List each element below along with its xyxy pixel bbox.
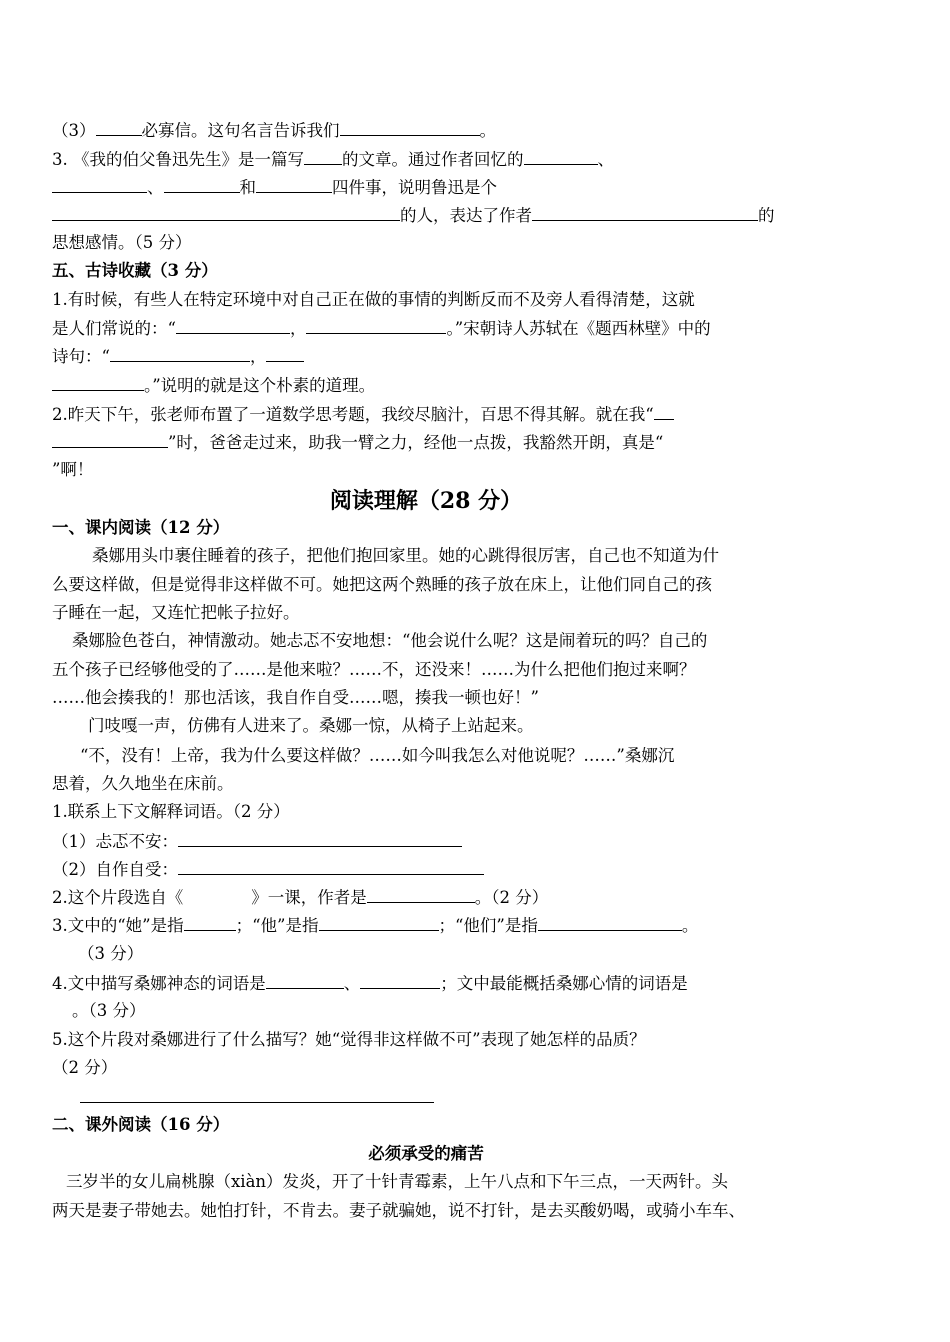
q3-prefix: （3） [52,121,96,140]
answer-blank[interactable] [178,830,462,847]
answer-blank[interactable] [178,858,484,875]
q3b-text: 、 [597,150,614,169]
passage-line: ……他会揍我的！那也活该，我自作自受……嗯，揍我一顿也好！” [52,688,539,707]
poetry-q2-line-2 [52,431,663,453]
answer-blank[interactable] [256,176,332,193]
question-1-2 [52,858,484,880]
question-text: 》一课，作者是 [251,888,367,907]
q3-proverb-line [52,119,496,141]
poetry-text: 诗句：“ [52,347,110,366]
question-3-score: （3 分） [78,944,144,963]
question-text: ；文中最能概括桑娜心情的词语是 [440,974,688,993]
passage-line: 桑娜用头巾裹住睡着的孩子，把他们抱回家里。她的心跳得很厉害，自己也不知道为什 [92,546,719,565]
answer-blank[interactable] [360,972,440,989]
poetry-q1-line-3 [52,345,304,367]
answer-blank[interactable] [340,119,480,136]
question-5-score: （2 分） [52,1058,118,1077]
poetry-text: 是人们常说的：“ [52,319,176,338]
poetry-q1-line-2 [52,317,711,339]
q3b-line-2 [52,176,497,198]
poetry-q2-line-1 [52,403,674,425]
question-text: 。 [681,916,699,935]
answer-blank[interactable] [52,204,400,221]
question-5: 5.这个片段对桑娜进行了什么描写？她“觉得非这样做不可”表现了她怎样的品质？ [52,1030,646,1049]
answer-line[interactable] [80,1102,434,1103]
poetry-q1-line-1: 1.有时候，有些人在特定环境中对自己正在做的事情的判断反而不及旁人看得清楚，这就 [52,290,695,309]
passage-line: 么要这样做，但是觉得非这样做不可。她把这两个熟睡的孩子放在床上，让他们同自己的孩 [52,575,712,594]
question-1: 1.联系上下文解释词语。（2 分） [52,802,290,821]
q3b-text: 四件事，说明鲁迅是个 [332,178,497,197]
reading-title: 阅读理解（28 分） [329,488,523,514]
answer-blank[interactable] [266,345,304,362]
poetry-text: 。”说明的就是这个朴素的道理。 [144,376,376,395]
question-text: 2.这个片段选自《 [52,888,184,907]
passage-line: “不，没有！上帝，我为什么要这样做？……如今叫我怎么对他说呢？……”桑娜沉 [80,746,675,765]
answer-blank[interactable] [52,176,147,193]
passage-line: 门吱嘎一声，仿佛有人进来了。桑娜一惊，从椅子上站起来。 [88,716,534,735]
poetry-q1-line-4 [52,374,375,396]
story-title: 必须承受的痛苦 [368,1144,484,1163]
answer-blank[interactable] [110,345,250,362]
answer-blank[interactable] [96,119,142,136]
question-text: ；“他们”是指 [438,916,538,935]
question-text: 、 [343,974,361,993]
answer-blank[interactable] [367,886,475,903]
answer-blank[interactable] [304,148,342,165]
question-text: 3.文中的“她”是指 [52,916,184,935]
question-4-score: 。（3 分） [72,1001,146,1020]
passage-line: 子睡在一起，又连忙把帐子拉好。 [52,603,300,622]
section-heading-poetry: 五、古诗收藏（3 分） [52,261,218,280]
question-text: （1）忐忑不安： [52,832,178,851]
answer-blank[interactable] [319,914,439,931]
passage-line: 桑娜脸色苍白，神情激动。她忐忑不安地想：“他会说什么呢？这是闹着玩的吗？自己的 [72,631,708,650]
answer-blank[interactable] [266,972,344,989]
q3b-text: 3. 《我的伯父鲁迅先生》是一篇写 [52,150,304,169]
q3b-text: 、 [147,178,164,197]
passage-line: 思着，久久地坐在床前。 [52,774,234,793]
poetry-text: ， [249,347,267,366]
q3b-text: 的 [758,206,775,225]
answer-blank[interactable] [52,431,168,448]
question-4 [52,972,688,994]
q3-end: 。 [479,121,496,140]
poetry-text: ”时，爸爸走过来，助我一臂之力，经他一点拨，我豁然开朗，真是“ [168,433,664,452]
section-heading-in-class-reading: 一、课内阅读（12 分） [52,518,230,537]
q3b-line-1 [52,148,614,170]
question-text: 。（2 分） [474,888,549,907]
q3b-text: 和 [239,178,256,197]
answer-blank[interactable] [176,317,290,334]
answer-blank[interactable] [52,374,144,391]
story-line: 三岁半的女儿扁桃腺（xiàn）发炎，开了十针青霉素，上午八点和下午三点，一天两针。头 [66,1172,729,1191]
question-text: 4.文中描写桑娜神态的词语是 [52,974,266,993]
story-line: 两天是妻子带她去。她怕打针，不肯去。妻子就骗她，说不打针，是去买酸奶喝，或骑小车车、 [52,1201,745,1220]
question-2 [52,886,548,908]
answer-blank[interactable] [524,148,598,165]
question-text: ；“他”是指 [235,916,319,935]
poetry-q2-line-3: ”啊！ [52,460,94,479]
answer-blank[interactable] [654,403,674,420]
q3-text: 必寡信。这句名言告诉我们 [141,121,340,140]
poetry-text: ， [289,319,307,338]
answer-blank[interactable] [306,317,446,334]
section-heading-extracurricular-reading: 二、课外阅读（16 分） [52,1115,230,1134]
answer-blank[interactable] [538,914,682,931]
answer-blank[interactable] [532,204,758,221]
q3b-text: 的文章。通过作者回忆的 [342,150,524,169]
question-3 [52,914,698,936]
poetry-text: 2.昨天下午，张老师布置了一道数学思考题，我绞尽脑汁，百思不得其解。就在我“ [52,405,654,424]
question-1-1 [52,830,462,852]
q3b-line-4: 思想感情。（5 分） [52,233,192,252]
passage-line: 五个孩子已经够他受的了……是他来啦？……不，还没来！……为什么把他们抱过来啊？ [52,660,696,679]
q3b-line-3 [52,204,775,226]
answer-blank[interactable] [184,914,236,931]
poetry-text: 。”宋朝诗人苏轼在《题西林壁》中的 [446,319,711,338]
answer-blank[interactable] [164,176,240,193]
question-text: （2）自作自受： [52,860,178,879]
q3b-text: 的人，表达了作者 [400,206,532,225]
